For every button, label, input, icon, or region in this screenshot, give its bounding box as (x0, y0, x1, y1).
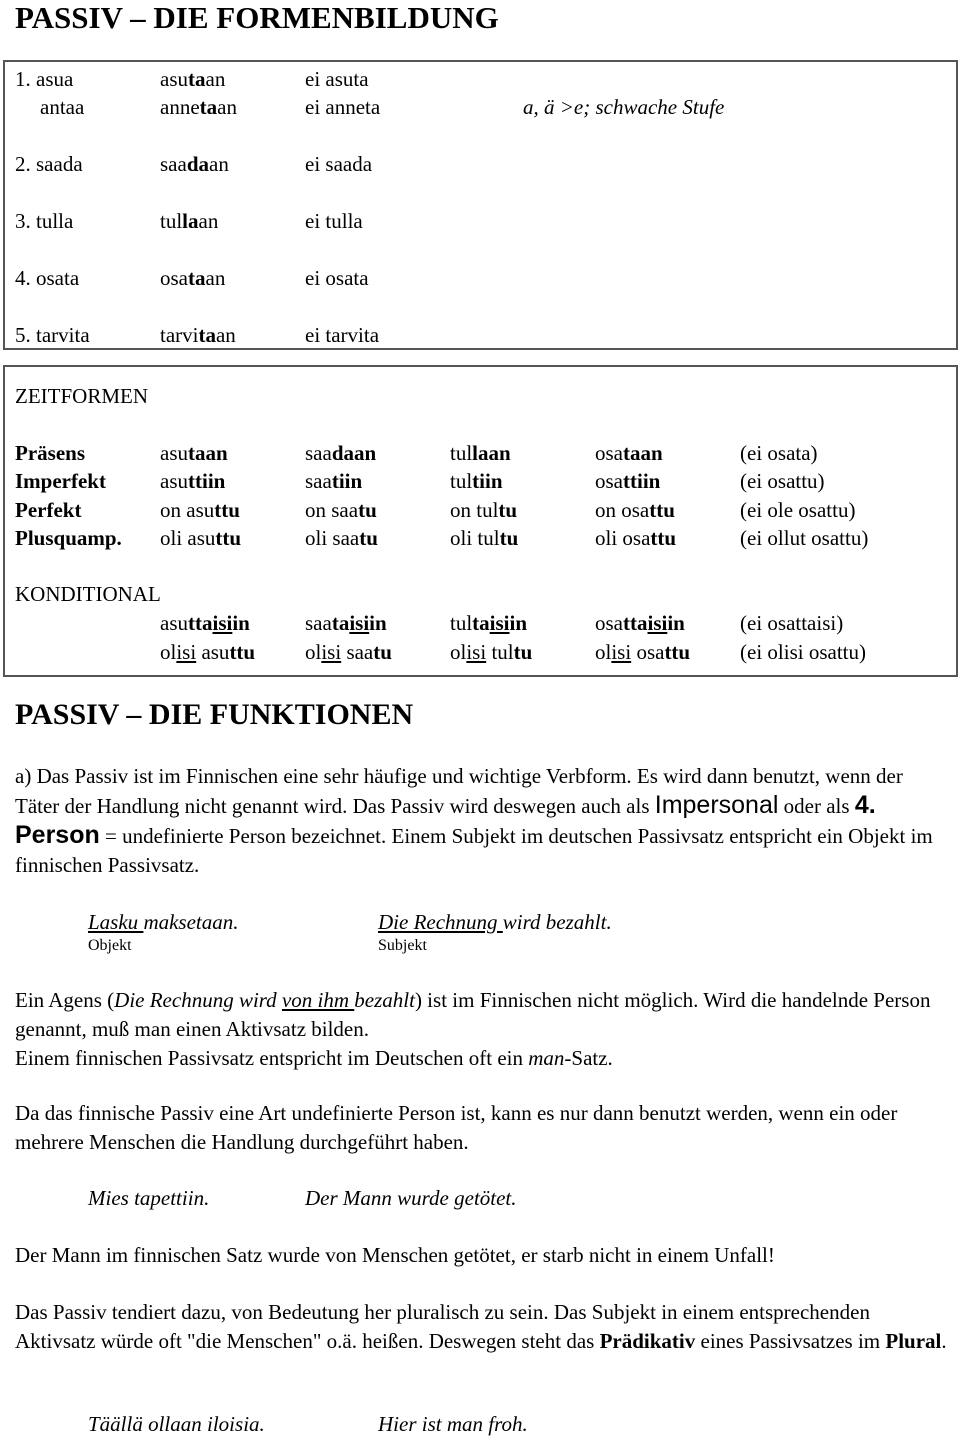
passive-form (160, 97, 237, 118)
cond-stem: tul (486, 640, 514, 664)
praedikativ-term: Prädikativ (599, 1329, 696, 1353)
passive-form (160, 268, 225, 289)
cond-isi: isi (176, 640, 197, 664)
tense-negative: (ei ollut osattu) (740, 526, 869, 550)
form-marker: ta (198, 323, 216, 347)
tense-form (305, 471, 362, 492)
conditional-form (305, 642, 392, 663)
tense-stem: oli tul (450, 526, 500, 550)
cond-ending: in (509, 611, 528, 635)
example1-subject-note: Subjekt (378, 937, 427, 954)
agens-text4: -Satz. (564, 1046, 613, 1070)
cond-stem: asu (196, 640, 230, 664)
cond-stem: osa (595, 611, 623, 635)
form-ending: an (205, 67, 226, 91)
tense-stem: osa (595, 441, 623, 465)
tense-ending: taan (188, 441, 228, 465)
cond-ending: tu (373, 640, 392, 664)
tense-stem: asu (160, 441, 188, 465)
verb-infinitive: antaa (40, 95, 85, 119)
tense-form (160, 528, 241, 549)
example2-finnish: Mies tapettiin. (88, 1186, 210, 1210)
paragraph-agens (15, 986, 950, 1073)
paragraph-plural (15, 1298, 950, 1356)
tense-stem: osa (595, 469, 623, 493)
tense-ending: tu (358, 498, 377, 522)
cond-stem: tul (450, 611, 473, 635)
form-marker: la (182, 209, 199, 233)
tense-stem: tul (450, 441, 473, 465)
plural-text3: . (941, 1329, 947, 1353)
tense-form (160, 500, 240, 521)
section-title-funktionen: PASSIV – DIE FUNKTIONEN (15, 698, 414, 731)
cond-isi: isi (321, 640, 342, 664)
tense-form (305, 443, 376, 464)
cond-isi: isi (466, 640, 487, 664)
tense-label: Imperfekt (15, 469, 106, 493)
tense-negative: (ei ole osattu) (740, 498, 856, 522)
tense-ending: laan (472, 441, 511, 465)
form-stem: tarvi (160, 323, 199, 347)
form-stem: osa (160, 266, 188, 290)
tense-stem: oli osa (595, 526, 651, 550)
form-marker: ta (188, 67, 206, 91)
zeitformen-heading: ZEITFORMEN (15, 384, 148, 408)
paragraph-a-text2: oder als (778, 794, 855, 818)
tense-negative: (ei osattu) (740, 469, 825, 493)
formenbildung-box (3, 60, 958, 350)
tense-form (595, 528, 676, 549)
tense-ending: tiin (472, 469, 503, 493)
cond-stem: osa (631, 640, 665, 664)
cond-ending: tu (513, 640, 533, 664)
man-term: man (528, 1046, 565, 1070)
verb-infinitive: 2. saada (15, 152, 83, 176)
tense-ending: daan (331, 441, 377, 465)
tense-form (305, 528, 378, 549)
tense-stem: on saa (305, 498, 359, 522)
form-ending: an (205, 266, 226, 290)
negative-form: ei anneta (305, 95, 381, 119)
cond-marker: tta (623, 611, 648, 635)
verb-infinitive: 3. tulla (15, 209, 74, 233)
form-stem: anne (160, 95, 200, 119)
cond-isi: isi (489, 611, 510, 635)
cond-ending: ttu (229, 640, 256, 664)
agens-italic-underlined: von ihm (281, 988, 355, 1012)
paragraph-undefinierte-person: Da das finnische Passiv eine Art undefinierte Person ist, kann es nur dann benutzt werden, wenn ein oder mehrere Menschen die Handlung durchgeführt haben. (15, 1101, 898, 1154)
tense-form (450, 500, 517, 521)
agens-italic1: Die Rechnung wird (114, 988, 282, 1012)
passive-form (160, 211, 218, 232)
example1-german-subject: Die Rechnung (378, 910, 503, 934)
paragraph-a (15, 762, 950, 880)
form-stem: asu (160, 67, 188, 91)
tense-stem: on tul (450, 498, 499, 522)
example1-object-note: Objekt (88, 937, 132, 954)
tense-form (595, 500, 675, 521)
tense-form (160, 443, 228, 464)
tense-stem: on asu (160, 498, 215, 522)
form-ending: an (198, 209, 219, 233)
tense-form (160, 471, 225, 492)
tense-label: Perfekt (15, 498, 82, 522)
page-title: PASSIV – DIE FORMENBILDUNG (15, 0, 499, 35)
agens-italic2: bezahlt (354, 988, 415, 1012)
cond-aux-stem: ol (305, 640, 322, 664)
paragraph-a-text1: a) Das Passiv ist im Finnischen eine sehr häufige und wichtige Verbform. Es wird dann benutzt, wenn der Täter der Handlung nicht genannt wird. Das Passiv wird deswegen auch als (15, 764, 903, 818)
conditional-form (595, 642, 690, 663)
tense-ending: ttu (215, 526, 242, 550)
cond-isi: isi (647, 611, 668, 635)
example3-finnish: Täällä ollaan iloisia. (88, 1412, 265, 1436)
cond-aux-stem: ol (595, 640, 612, 664)
passive-form (160, 154, 229, 175)
tense-ending: taan (623, 441, 663, 465)
passive-form (160, 69, 225, 90)
cond-aux-stem: ol (160, 640, 177, 664)
tense-form (595, 471, 660, 492)
tense-stem: saa (305, 441, 332, 465)
agens-text1: Ein Agens ( (15, 988, 115, 1012)
conditional-form (305, 613, 387, 634)
tense-form (450, 528, 518, 549)
form-marker: ta (199, 95, 218, 119)
example1-german-rest: wird bezahlt. (502, 910, 612, 934)
tense-stem: asu (160, 469, 188, 493)
paragraph-mann: Der Mann im finnischen Satz wurde von Menschen getötet, er starb nicht in einem Unfall! (15, 1243, 775, 1267)
tense-form (450, 471, 503, 492)
example2-german: Der Mann wurde getötet. (305, 1186, 517, 1210)
form-stem: saa (160, 152, 187, 176)
example1-finnish-rest: maksetaan. (143, 910, 239, 934)
conditional-negative: (ei osattaisi) (740, 611, 844, 635)
form-ending: an (209, 152, 229, 176)
example1-finnish (88, 912, 239, 933)
conditional-form (450, 642, 532, 663)
cond-ending: in (232, 611, 250, 635)
form-marker: da (186, 152, 210, 176)
tense-label: Plusquamp. (15, 526, 122, 550)
tense-form (305, 500, 377, 521)
cond-ending: ttu (664, 640, 691, 664)
tense-stem: oli saa (305, 526, 360, 550)
cond-stem: saa (341, 640, 374, 664)
cond-ending: in (667, 611, 685, 635)
tense-ending: tu (498, 498, 518, 522)
tense-stem: oli asu (160, 526, 216, 550)
conditional-form (160, 642, 255, 663)
cond-ending: in (369, 611, 387, 635)
plural-term: Plural (885, 1329, 942, 1353)
cond-isi: isi (349, 611, 370, 635)
cond-isi: isi (212, 611, 233, 635)
conditional-form (160, 613, 250, 634)
form-note: a, ä >e; schwache Stufe (523, 95, 725, 119)
cond-marker: ta (472, 611, 490, 635)
negative-form: ei saada (305, 152, 373, 176)
agens-text3: Einem finnischen Passivsatz entspricht im Deutschen oft ein (15, 1046, 529, 1070)
negative-form: ei tulla (305, 209, 363, 233)
tense-negative: (ei osata) (740, 441, 818, 465)
conditional-form (450, 613, 527, 634)
cond-marker: tta (188, 611, 213, 635)
tense-ending: tiin (331, 469, 363, 493)
impersonal-term: Impersonal (654, 791, 779, 819)
cond-aux-stem: ol (450, 640, 467, 664)
tense-stem: on osa (595, 498, 650, 522)
tense-ending: tu (359, 526, 378, 550)
paragraph-a-text3: = undefinierte Person bezeichnet. Einem Subjekt im deutschen Passivsatz entspricht ein Objekt im finnischen Passivsatz. (15, 824, 933, 877)
verb-infinitive: 1. asua (15, 67, 74, 91)
cond-stem: asu (160, 611, 188, 635)
tense-ending: tu (499, 526, 519, 550)
verb-infinitive: 5. tarvita (15, 323, 90, 347)
plural-text1: Das Passiv tendiert dazu, von Bedeutung her pluralisch zu sein. Das Subjekt in einem entsprechenden Aktivsatz würde oft "die Menschen" o.ä. heißen. Deswegen steht das (15, 1300, 870, 1353)
tense-label: Präsens (15, 441, 85, 465)
tense-stem: tul (450, 469, 473, 493)
form-ending: an (215, 323, 236, 347)
example1-finnish-object: Lasku (88, 910, 144, 934)
passive-form (160, 325, 236, 346)
agens-text2: ) ist im Finnischen nicht möglich. Wird die handelnde Person genannt, muß man einen Aktivsatz bilden. (15, 988, 931, 1041)
conditional-form (595, 613, 685, 634)
form-stem: tul (160, 209, 183, 233)
verb-infinitive: 4. osata (15, 266, 80, 290)
negative-form: ei asuta (305, 67, 369, 91)
form-marker: ta (188, 266, 206, 290)
konditional-heading: KONDITIONAL (15, 582, 161, 606)
negative-form: ei osata (305, 266, 369, 290)
cond-isi: isi (611, 640, 632, 664)
conditional-negative: (ei olisi osattu) (740, 640, 866, 664)
tense-stem: saa (305, 469, 332, 493)
form-ending: an (217, 95, 237, 119)
cond-stem: saa (305, 611, 332, 635)
tense-form (595, 443, 663, 464)
example1-german (378, 912, 612, 933)
tense-form (450, 443, 511, 464)
tense-ending: ttu (650, 526, 677, 550)
tense-ending: ttu (649, 498, 675, 522)
tense-ending: ttu (214, 498, 240, 522)
negative-form: ei tarvita (305, 323, 380, 347)
tense-ending: ttiin (623, 469, 661, 493)
cond-marker: ta (331, 611, 350, 635)
example3-german: Hier ist man froh. (378, 1412, 528, 1436)
fourth-person-term: 4. Person (15, 791, 876, 849)
tense-ending: ttiin (188, 469, 226, 493)
plural-text2: eines Passivsatzes im (695, 1329, 886, 1353)
